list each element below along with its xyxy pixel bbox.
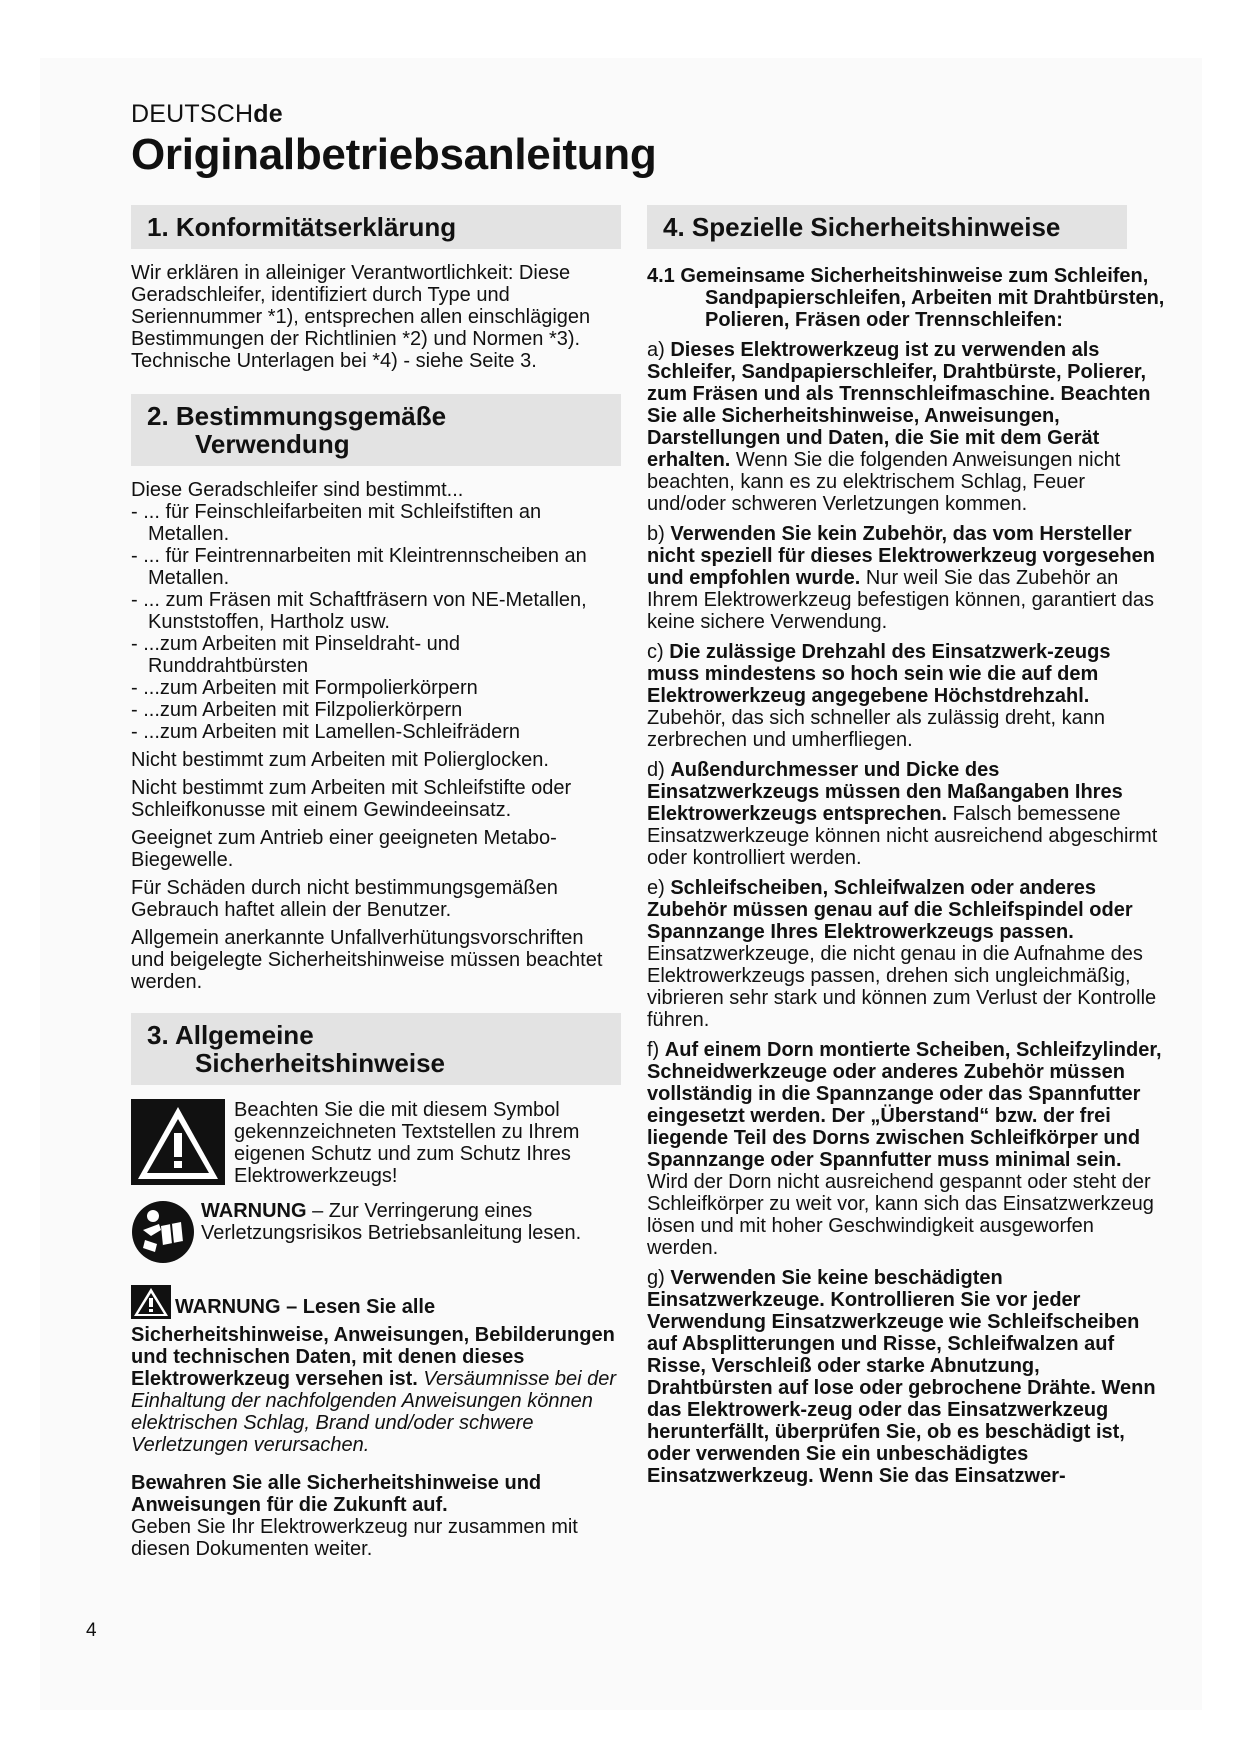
safety-item-b bbox=[647, 523, 1167, 633]
section-2-title-cont: Verwendung bbox=[195, 429, 350, 459]
warning-label: WARNUNG bbox=[201, 1200, 307, 1222]
item-prefix: f) bbox=[647, 1039, 665, 1061]
general-warning-bold: WARNUNG – Lesen Sie alle Sicherheitshinweise, Anweisungen, Bebilderungen und technischen Daten, mit denen dieses Elektrowerkzeug versehen ist. bbox=[131, 1296, 615, 1390]
page-title: Originalbetriebsanleitung bbox=[131, 130, 657, 179]
item-bold: Verwenden Sie kein Zubehör, das vom Hersteller nicht speziell für dieses Elektrowerkzeug vorgesehen und empfohlen wurde. bbox=[647, 523, 1155, 589]
usage-note: Für Schäden durch nicht bestimmungsgemäßen Gebrauch haftet allein der Benutzer. bbox=[131, 877, 558, 921]
list-item: - ... zum Fräsen mit Schaftfräsern von NE-Metallen, Kunststoffen, Hartholz usw. bbox=[131, 589, 587, 633]
language-code: de bbox=[253, 100, 283, 128]
section-3-title-cont: Sicherheitshinweise bbox=[195, 1048, 445, 1078]
list-item: - ...zum Arbeiten mit Pinseldraht- und Runddrahtbürsten bbox=[131, 633, 461, 677]
usage-note: Nicht bestimmt zum Arbeiten mit Polierglocken. bbox=[131, 749, 549, 771]
section-4-title: 4. Spezielle Sicherheitshinweise bbox=[663, 212, 1061, 242]
item-bold: Schleifscheiben, Schleifwalzen oder anderes Zubehör müssen genau auf die Schleifspindel oder Spannzange Ihres Elektrowerkzeugs passen. bbox=[647, 877, 1133, 943]
page-number: 4 bbox=[86, 1620, 97, 1641]
item-bold: Auf einem Dorn montierte Scheiben, Schleifzylinder, Schneidwerkzeuge oder anderes Zubehör müssen vollständig in die Spannzange oder das Spannfutter eingesetzt werden. Der „Überstand“ bzw. der frei liegende Teil des Dorns zwischen Schleifkörper und Spannzange oder Spannfutter muss minimal sein. bbox=[647, 1039, 1162, 1171]
section-1-title: 1. Konformitätserklärung bbox=[147, 212, 457, 242]
item-bold: Die zulässige Drehzahl des Einsatzwerk-zeugs muss mindestens so hoch sein wie die auf dem Elektrowerkzeug angegebene Höchstdrehzahl. bbox=[647, 641, 1111, 707]
section-2-heading bbox=[131, 394, 621, 466]
subsection-4-1-heading: 4.1 Gemeinsame Sicherheitshinweise zum Schleifen, Sandpapierschleifen, Arbeiten mit Drahtbürsten, Polieren, Fräsen oder Trennschleifen: bbox=[647, 265, 1165, 331]
item-prefix: g) bbox=[647, 1267, 671, 1289]
item-bold: Dieses Elektrowerkzeug ist zu verwenden als Schleifer, Sandpapierschleifer, Drahtbürste, Polierer, zum Fräsen und als Trennschleifmaschine. Beachten Sie alle Sicherheitshinweise, Anweisungen, Darstellungen und Daten, die Sie mit dem Gerät erhalten. bbox=[647, 339, 1151, 471]
item-text: Wird der Dorn nicht ausreichend gespannt oder steht der Schleifkörper zu weit vor, kann sich das Einsatzwerkzeug lösen und mit hoher Geschwindigkeit ausgeworfen werden. bbox=[647, 1171, 1154, 1259]
right-column bbox=[647, 205, 1167, 1487]
usage-note: Geeignet zum Antrieb einer geeigneten Metabo-Biegewelle. bbox=[131, 827, 557, 871]
section-3-title: 3. Allgemeine bbox=[147, 1020, 314, 1050]
read-manual-warning bbox=[131, 1200, 621, 1269]
keep-instructions-text: Geben Sie Ihr Elektrowerkzeug nur zusammen mit diesen Dokumenten weiter. bbox=[131, 1516, 578, 1560]
warning-symbol-note bbox=[131, 1099, 621, 1190]
warning-small-icon bbox=[131, 1285, 171, 1324]
list-item: - ... für Feinschleifarbeiten mit Schleifstiften an Metallen. bbox=[131, 501, 542, 545]
keep-instructions-bold: Bewahren Sie alle Sicherheitshinweise und Anweisungen für die Zukunft auf. bbox=[131, 1472, 542, 1516]
item-prefix: c) bbox=[647, 641, 670, 663]
language-label bbox=[131, 100, 283, 129]
item-text: Nur weil Sie das Zubehör an Ihrem Elektrowerkzeug befestigen können, garantiert das keine sichere Verwendung. bbox=[647, 567, 1154, 633]
language-name: DEUTSCH bbox=[131, 100, 254, 128]
item-bold: Außendurchmesser und Dicke des Einsatzwerkzeugs müssen den Maßangaben Ihres Elektrowerkzeugs entsprechen. bbox=[647, 759, 1123, 825]
safety-item-c bbox=[647, 641, 1167, 751]
safety-item-f bbox=[647, 1039, 1167, 1259]
item-text: Zubehör, das sich schneller als zulässig dreht, kann zerbrechen und umherfliegen. bbox=[647, 707, 1106, 751]
item-text: Wenn Sie die folgenden Anweisungen nicht beachten, kann es zu elektrischem Schlag, Feuer und/oder schweren Verletzungen kommen. bbox=[647, 449, 1121, 515]
left-column bbox=[131, 205, 621, 1560]
symbol-explanation: Beachten Sie die mit diesem Symbol gekennzeichneten Textstellen zu Ihrem eigenen Schutz und zum Schutz Ihres Elektrowerkzeugs! bbox=[234, 1099, 580, 1187]
warning-text: – Zur Verringerung eines Verletzungsrisikos Betriebsanleitung lesen. bbox=[201, 1200, 582, 1244]
warning-triangle-icon bbox=[131, 1099, 225, 1190]
item-prefix: e) bbox=[647, 877, 671, 899]
usage-list bbox=[131, 501, 621, 743]
usage-note: Nicht bestimmt zum Arbeiten mit Schleifstifte oder Schleifkonusse mit einem Gewindeeinsatz. bbox=[131, 777, 572, 821]
list-item: - ...zum Arbeiten mit Lamellen-Schleifrädern bbox=[131, 721, 521, 743]
safety-item-g bbox=[647, 1267, 1167, 1487]
list-item: - ...zum Arbeiten mit Filzpolierkörpern bbox=[131, 699, 463, 721]
section-1-heading bbox=[131, 205, 621, 249]
read-manual-icon bbox=[131, 1200, 195, 1269]
safety-item-a bbox=[647, 339, 1167, 515]
safety-item-d bbox=[647, 759, 1167, 869]
section-3-heading bbox=[131, 1013, 621, 1085]
section-4-heading bbox=[647, 205, 1127, 249]
list-item: - ... für Feintrennarbeiten mit Kleintrennscheiben an Metallen. bbox=[131, 545, 587, 589]
usage-intro: Diese Geradschleifer sind bestimmt... bbox=[131, 479, 464, 501]
item-prefix: b) bbox=[647, 523, 671, 545]
usage-note: Allgemein anerkannte Unfallverhütungsvorschriften und beigelegte Sicherheitshinweise müssen beachtet werden. bbox=[131, 927, 603, 993]
section-2-title: 2. Bestimmungsgemäße bbox=[147, 401, 447, 431]
safety-item-e bbox=[647, 877, 1167, 1031]
general-warning-italic: Versäumnisse bei der Einhaltung der nachfolgenden Anweisungen können elektrischen Schlag, Brand und/oder schwere Verletzungen verursachen. bbox=[131, 1368, 617, 1456]
general-warning bbox=[131, 1285, 621, 1456]
item-text: Falsch bemessene Einsatzwerkzeuge können nicht ausreichend abgeschirmt oder kontrolliert werden. bbox=[647, 803, 1158, 869]
item-prefix: d) bbox=[647, 759, 671, 781]
item-bold: Verwenden Sie keine beschädigten Einsatzwerkzeuge. Kontrollieren Sie vor jeder Verwendung Einsatzwerkzeuge wie Schleifscheiben auf Absplitterungen und Risse, Schleifwalzen auf Risse, Verschleiß oder starke Abnutzung, Drahtbürsten auf lose oder gebrochene Drähte. Wenn das Elektrowerk-zeug oder das Einsatzwerkzeug herunterfällt, überprüfen Sie, ob es beschädigt ist, oder verwenden Sie ein unbeschädigtes Einsatzwerkzeug. Wenn Sie das Einsatzwer- bbox=[647, 1267, 1156, 1487]
conformity-text: Wir erklären in alleiniger Verantwortlichkeit: Diese Geradschleifer, identifiziert durch Type und Seriennummer *1), entsprechen allen einschlägigen Bestimmungen der Richtlinien *2) und Normen *3). Technische Unterlagen bei *4) - siehe Seite 3. bbox=[131, 262, 591, 372]
item-prefix: a) bbox=[647, 339, 671, 361]
list-item: - ...zum Arbeiten mit Formpolierkörpern bbox=[131, 677, 478, 699]
item-text: Einsatzwerkzeuge, die nicht genau in die Aufnahme des Elektrowerkzeugs passen, drehen sich ungleichmäßig, vibrieren sehr stark und können zum Verlust der Kontrolle führen. bbox=[647, 943, 1157, 1031]
